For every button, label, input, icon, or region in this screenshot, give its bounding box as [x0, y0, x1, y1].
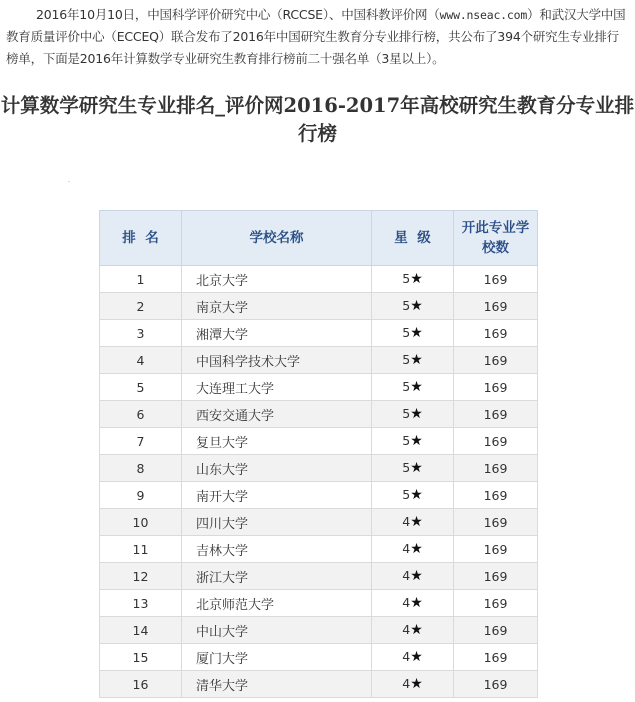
table-row [100, 563, 538, 590]
star-icon: ★ [410, 460, 423, 476]
star-level-cell [372, 644, 454, 671]
star-count: 5 [402, 433, 411, 448]
school-count-cell: 169 [454, 320, 538, 347]
star-count: 5 [402, 487, 411, 502]
header-count: 开此专业学校数 [454, 211, 538, 266]
table-row [100, 374, 538, 401]
star-icon: ★ [410, 271, 423, 287]
rank-cell: 12 [100, 563, 182, 590]
star-count: 4 [402, 541, 411, 556]
table-row [100, 644, 538, 671]
star-count: 4 [402, 649, 411, 664]
star-icon: ★ [410, 487, 423, 503]
rank-cell: 3 [100, 320, 182, 347]
school-name-cell: 中山大学 [182, 617, 372, 644]
school-count-cell: 169 [454, 536, 538, 563]
table-row [100, 590, 538, 617]
star-level-cell [372, 590, 454, 617]
rank-cell: 4 [100, 347, 182, 374]
table-row [100, 455, 538, 482]
intro-rccse: RCCSE [282, 7, 323, 22]
star-level-cell [372, 374, 454, 401]
divider-speck [68, 181, 70, 182]
star-icon: ★ [410, 514, 423, 530]
school-name-cell: 湘潭大学 [182, 320, 372, 347]
star-icon: ★ [410, 622, 423, 638]
intro-paragraph [6, 4, 628, 70]
star-level-cell [372, 455, 454, 482]
intro-text-3: ）和武汉大学中国教育质量评价中心（ [6, 7, 626, 44]
school-count-cell: 169 [454, 509, 538, 536]
star-count: 5 [402, 460, 411, 475]
school-count-cell: 169 [454, 563, 538, 590]
table-row [100, 266, 538, 293]
star-count: 5 [402, 325, 411, 340]
star-icon: ★ [410, 649, 423, 665]
rank-cell: 16 [100, 671, 182, 698]
table-row [100, 509, 538, 536]
table-row [100, 428, 538, 455]
table-row [100, 482, 538, 509]
star-icon: ★ [410, 595, 423, 611]
school-name-cell: 中国科学技术大学 [182, 347, 372, 374]
table-row [100, 536, 538, 563]
intro-ecceq: ECCEQ [116, 29, 159, 44]
star-count: 5 [402, 406, 411, 421]
school-name-cell: 四川大学 [182, 509, 372, 536]
star-count: 4 [402, 676, 411, 691]
star-level-cell [372, 482, 454, 509]
school-count-cell: 169 [454, 266, 538, 293]
rank-cell: 2 [100, 293, 182, 320]
table-row [100, 401, 538, 428]
rank-cell: 9 [100, 482, 182, 509]
star-level-cell [372, 563, 454, 590]
page-title: 计算数学研究生专业排名_评价网2016-2017年高校研究生教育分专业排行榜 [0, 94, 635, 145]
rank-cell: 1 [100, 266, 182, 293]
school-name-cell: 南开大学 [182, 482, 372, 509]
star-icon: ★ [410, 433, 423, 449]
intro-url: www.nseac.com [439, 8, 528, 22]
rank-cell: 8 [100, 455, 182, 482]
intro-text-1: 2016年10月10日，中国科学评价研究中心（ [36, 7, 283, 22]
star-count: 4 [402, 568, 411, 583]
school-count-cell: 169 [454, 401, 538, 428]
star-count: 5 [402, 352, 411, 367]
star-count: 4 [402, 622, 411, 637]
school-count-cell: 169 [454, 644, 538, 671]
school-count-cell: 169 [454, 293, 538, 320]
rank-cell: 13 [100, 590, 182, 617]
star-icon: ★ [410, 298, 423, 314]
school-name-cell: 清华大学 [182, 671, 372, 698]
star-count: 5 [402, 379, 411, 394]
star-count: 4 [402, 514, 411, 529]
star-level-cell [372, 536, 454, 563]
star-level-cell [372, 617, 454, 644]
table-row [100, 617, 538, 644]
school-count-cell: 169 [454, 671, 538, 698]
star-level-cell [372, 509, 454, 536]
school-name-cell: 厦门大学 [182, 644, 372, 671]
rank-cell: 14 [100, 617, 182, 644]
school-count-cell: 169 [454, 590, 538, 617]
school-name-cell: 北京大学 [182, 266, 372, 293]
school-name-cell: 北京师范大学 [182, 590, 372, 617]
star-level-cell [372, 266, 454, 293]
star-level-cell [372, 320, 454, 347]
star-icon: ★ [410, 676, 423, 692]
school-name-cell: 浙江大学 [182, 563, 372, 590]
star-icon: ★ [410, 352, 423, 368]
rank-cell: 7 [100, 428, 182, 455]
school-name-cell: 山东大学 [182, 455, 372, 482]
star-icon: ★ [410, 541, 423, 557]
star-level-cell [372, 347, 454, 374]
table-row [100, 293, 538, 320]
star-icon: ★ [410, 325, 423, 341]
star-count: 5 [402, 271, 411, 286]
school-count-cell: 169 [454, 374, 538, 401]
header-rank: 排 名 [100, 211, 182, 266]
rank-cell: 11 [100, 536, 182, 563]
rank-cell: 6 [100, 401, 182, 428]
table-body [100, 266, 538, 698]
school-name-cell: 复旦大学 [182, 428, 372, 455]
school-count-cell: 169 [454, 482, 538, 509]
star-level-cell [372, 428, 454, 455]
star-level-cell [372, 671, 454, 698]
rank-cell: 10 [100, 509, 182, 536]
table-row [100, 320, 538, 347]
star-level-cell [372, 401, 454, 428]
star-icon: ★ [410, 406, 423, 422]
rank-cell: 15 [100, 644, 182, 671]
star-icon: ★ [410, 379, 423, 395]
intro-text-4: ）联合发布了2016年中国研究生教育分专业排行榜，共公布了394个研究生专业排行榜单，下面是2016年计算数学专业研究生教育排行榜前二十强名单（3星以上）。 [6, 29, 619, 66]
table-header-row [100, 211, 538, 266]
ranking-table [99, 210, 538, 698]
school-name-cell: 大连理工大学 [182, 374, 372, 401]
school-name-cell: 南京大学 [182, 293, 372, 320]
school-count-cell: 169 [454, 617, 538, 644]
rank-cell: 5 [100, 374, 182, 401]
table-row [100, 671, 538, 698]
school-name-cell: 吉林大学 [182, 536, 372, 563]
star-count: 5 [402, 298, 411, 313]
school-count-cell: 169 [454, 347, 538, 374]
star-level-cell [372, 293, 454, 320]
school-count-cell: 169 [454, 455, 538, 482]
table-row [100, 347, 538, 374]
star-count: 4 [402, 595, 411, 610]
star-icon: ★ [410, 568, 423, 584]
header-school: 学校名称 [182, 211, 372, 266]
school-count-cell: 169 [454, 428, 538, 455]
header-level: 星 级 [372, 211, 454, 266]
school-name-cell: 西安交通大学 [182, 401, 372, 428]
intro-text-2: ）、中国科教评价网（ [322, 7, 440, 22]
